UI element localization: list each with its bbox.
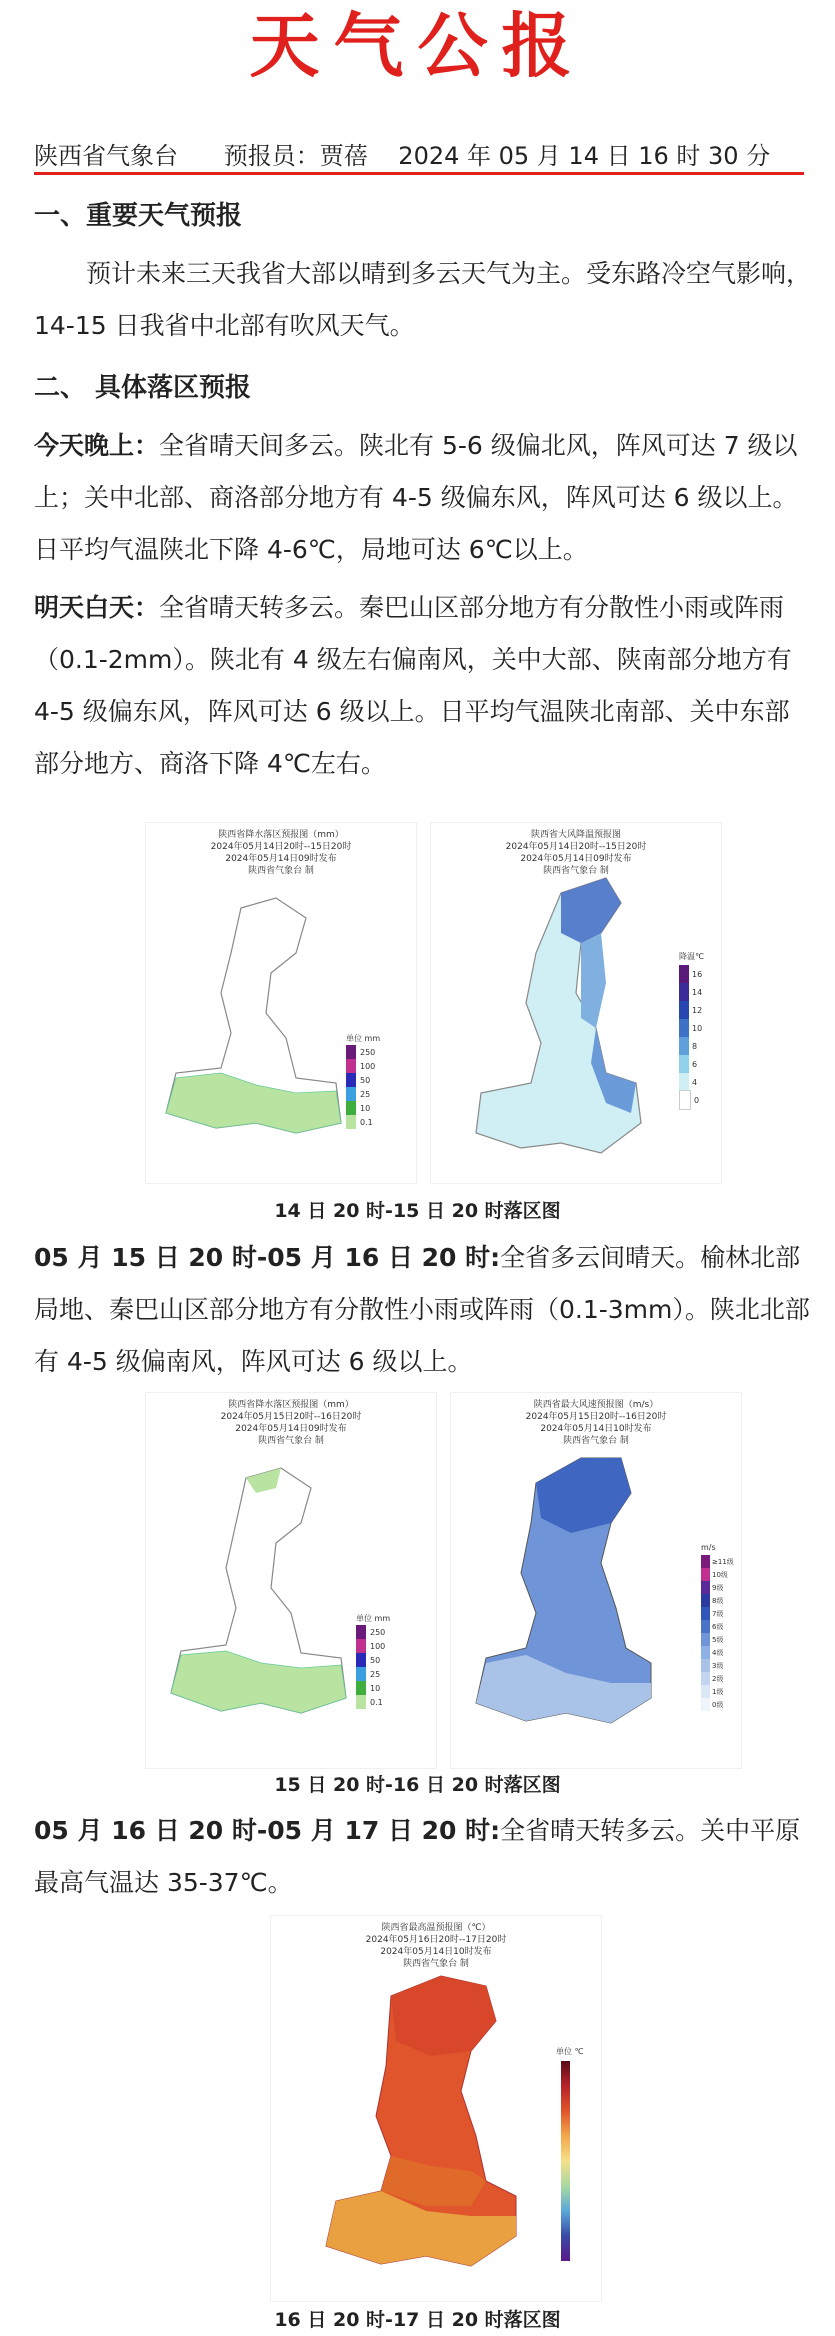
legend-levels: 250 100 50 25 10 0.1 xyxy=(346,1045,406,1129)
day2-paragraph xyxy=(34,1232,812,1388)
map-title: 陕西省降水落区预报图（mm） xyxy=(228,1400,354,1410)
map-producer: 陕西省气象台 制 xyxy=(258,1436,324,1446)
map-period: 2024年05月14日20时--15日20时 xyxy=(505,842,647,852)
map-issued: 2024年05月14日09时发布 xyxy=(235,1424,347,1434)
tomorrow-text: 全省晴天转多云。秦巴山区部分地方有分散性小雨或阵雨（0.1-2mm）。陕北有 4 级左右偏南风，关中大部、陕南部分地方有 4-5 级偏东风，阵风可达 6 级以上。日平均气温陕北南部、关中东部部分地方、商洛下降 4℃左右。 xyxy=(34,593,792,778)
section1-text: 预计未来三天我省大部以晴到多云天气为主。受东路冷空气影响，14-15 日我省中北部有吹风天气。 xyxy=(34,259,812,340)
legend-levels: 16 14 12 10 8 6 4 0 xyxy=(679,965,719,1109)
map-caption-1: 14 日 20 时-15 日 20 时落区图 xyxy=(274,1200,561,1222)
day2-label: 05 月 15 日 20 时-05 月 16 日 20 时: xyxy=(34,1243,501,1272)
legend-unit: 单位 mm xyxy=(346,1034,381,1043)
map-producer: 陕西省气象台 制 xyxy=(563,1436,629,1446)
shaanxi-map-svg xyxy=(431,823,721,1183)
rain-map-1 xyxy=(145,822,417,1184)
map-issued: 2024年05月14日10时发布 xyxy=(380,1947,492,1957)
day3-paragraph xyxy=(34,1805,812,1909)
section2-heading: 二、 具体落区预报 xyxy=(34,373,252,403)
header-info xyxy=(34,140,806,172)
rain-map-2 xyxy=(145,1392,437,1769)
tomorrow-paragraph xyxy=(34,582,812,790)
map-title: 陕西省最高温预报图（℃） xyxy=(381,1923,491,1933)
legend-unit: 降温℃ xyxy=(679,952,704,961)
map-issued: 2024年05月14日10时发布 xyxy=(540,1424,652,1434)
map-caption-2: 15 日 20 时-16 日 20 时落区图 xyxy=(274,1774,561,1796)
legend-levels: 250 100 50 25 10 0.1 xyxy=(356,1625,416,1709)
shaanxi-map-svg xyxy=(146,1393,436,1768)
temp-color-bar xyxy=(561,2061,570,2261)
forecaster: 预报员：贾蓓 xyxy=(223,142,368,170)
map-caption-3: 16 日 20 时-17 日 20 时落区图 xyxy=(274,2309,561,2331)
shaanxi-map-svg xyxy=(451,1393,741,1768)
legend-unit: m/s xyxy=(701,1543,716,1552)
page-title: 天气公报 xyxy=(249,4,586,87)
wind-speed-map xyxy=(450,1392,742,1769)
map-period: 2024年05月15日20时--16日20时 xyxy=(220,1412,362,1422)
day2-text: 全省多云间晴天。榆林北部局地、秦巴山区部分地方有分散性小雨或阵雨（0.1-3mm）。陕北北部有 4-5 级偏南风，阵风可达 6 级以上。 xyxy=(34,1243,810,1376)
map-producer: 陕西省气象台 制 xyxy=(543,866,609,876)
map-period: 2024年05月14日20时--15日20时 xyxy=(210,842,352,852)
legend-levels: ≥11级 10级 9级 8级 7级 6级 5级 4级 3级 2级 1级 0级 xyxy=(701,1555,741,1711)
map-title: 陕西省大风降温预报图 xyxy=(530,830,621,840)
map-period: 2024年05月16日20时--17日20时 xyxy=(365,1935,507,1945)
tomorrow-label: 明天白天： xyxy=(34,593,160,622)
day3-text: 全省晴天转多云。关中平原最高气温达 35-37℃。 xyxy=(34,1816,801,1897)
map-producer: 陕西省气象台 制 xyxy=(248,866,314,876)
shaanxi-map-svg xyxy=(271,1916,601,2301)
legend-unit: 单位 mm xyxy=(356,1614,391,1623)
map-period: 2024年05月15日20时--16日20时 xyxy=(525,1412,667,1422)
map-title: 陕西省最大风速预报图（m/s） xyxy=(533,1400,659,1410)
shaanxi-map-svg xyxy=(146,823,416,1183)
map-issued: 2024年05月14日09时发布 xyxy=(225,854,337,864)
map-issued: 2024年05月14日09时发布 xyxy=(520,854,632,864)
map-producer: 陕西省气象台 制 xyxy=(403,1959,469,1969)
legend-unit: 单位 ℃ xyxy=(556,2047,584,2056)
today-label: 今天晚上： xyxy=(34,431,160,460)
section1-heading: 一、重要天气预报 xyxy=(34,201,243,231)
issue-datetime: 2024 年 05 月 14 日 16 时 30 分 xyxy=(398,142,771,170)
map-title: 陕西省降水落区预报图（mm） xyxy=(218,830,344,840)
header-divider xyxy=(34,172,804,175)
today-text: 全省晴天间多云。陕北有 5-6 级偏北风，阵风可达 7 级以上；关中北部、商洛部分地方有 4-5 级偏东风，阵风可达 6 级以上。日平均气温陕北下降 4-6℃，局地可达 6℃以上。 xyxy=(34,431,798,564)
max-temp-map xyxy=(270,1915,602,2302)
org-name: 陕西省气象台 xyxy=(34,142,178,170)
today-paragraph xyxy=(34,420,812,576)
wind-cooling-map-1 xyxy=(430,822,722,1184)
day3-label: 05 月 16 日 20 时-05 月 17 日 20 时: xyxy=(34,1816,501,1845)
